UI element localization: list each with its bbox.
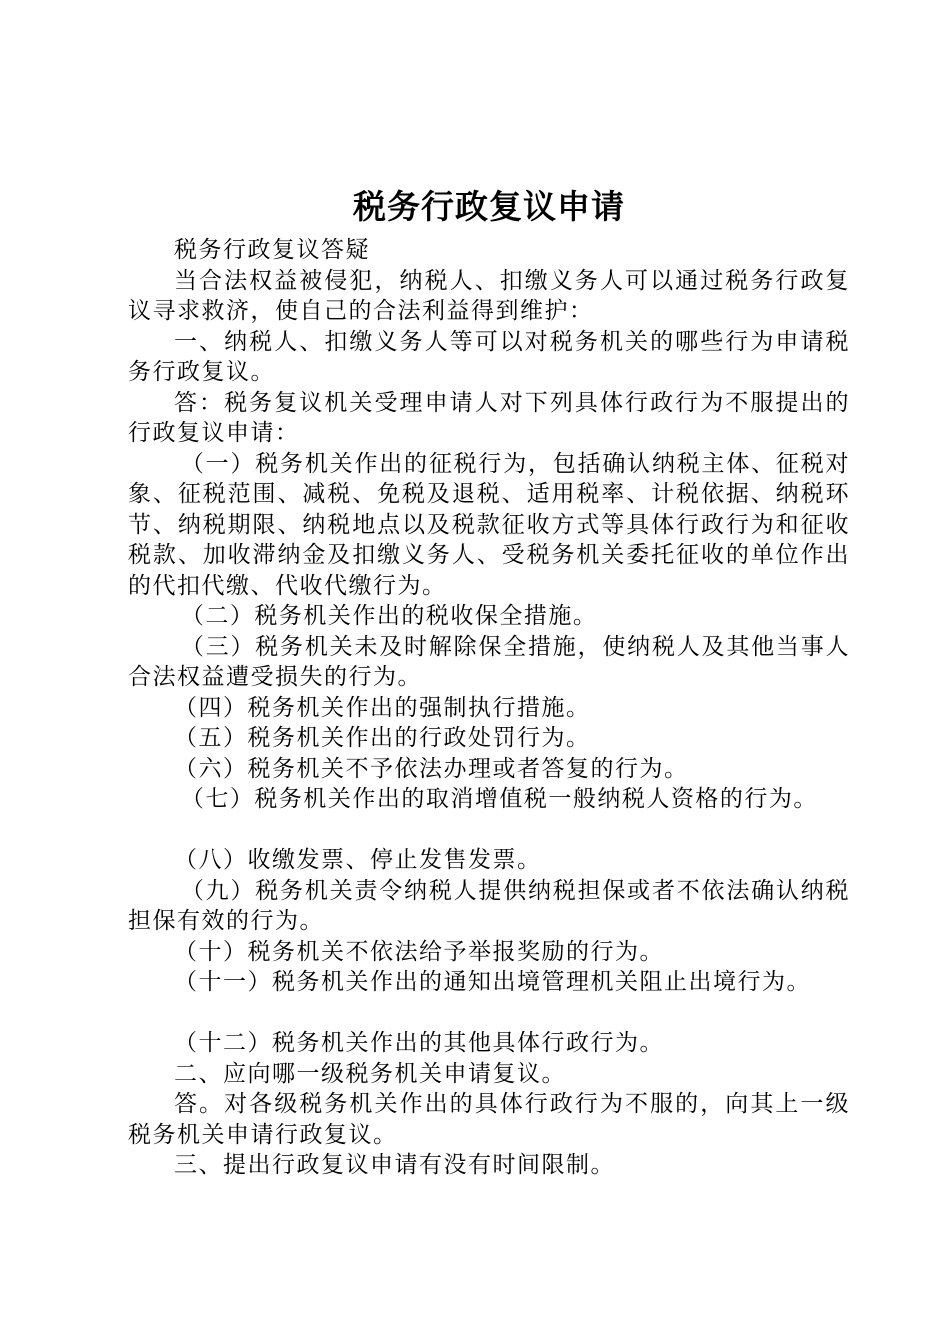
document-page [128,183,850,1181]
paragraph-item-1: （一）税务机关作出的征税行为，包括确认纳税主体、征税对象、征税范围、减税、免税及退税、适用税率、计税依据、纳税环节、纳税期限、纳税地点以及税款征收方式等具体行政行为和征收税款、加收滞纳金及扣缴义务人、受税务机关委托征收的单位作出的代扣代缴、代收代缴行为。 [128,450,850,599]
paragraph-intro: 当合法权益被侵犯，纳税人、扣缴义务人可以通过税务行政复议寻求救济，使自己的合法利益得到维护： [128,267,850,324]
blank-line [128,998,850,1029]
paragraph-item-5: （五）税务机关作出的行政处罚行为。 [174,725,591,751]
paragraph-item-7: （七）税务机关作出的取消增值税一般纳税人资格的行为。 [180,786,818,812]
paragraph-item-9: （九）税务机关责令纳税人提供纳税担保或者不依法确认纳税担保有效的行为。 [128,877,850,934]
paragraph-item-8: （八）收缴发票、停止发售发票。 [174,847,542,873]
blank-line [128,815,850,846]
paragraph-question-1: 一、纳税人、扣缴义务人等可以对税务机关的哪些行为申请税务行政复议。 [128,328,850,385]
paragraph-item-2: （二）税务机关作出的税收保全措施。 [180,603,598,629]
paragraph-item-4: （四）税务机关作出的强制执行措施。 [174,694,591,721]
paragraph-item-10: （十）税务机关不依法给予举报奖励的行为。 [174,938,664,965]
paragraph-answer-2: 答。对各级税务机关作出的具体行政行为不服的，向其上一级税务机关申请行政复议。 [128,1091,850,1148]
paragraph-item-11: （十一）税务机关作出的通知出境管理机关阻止出境行为。 [174,969,811,995]
paragraph-answer-1: 答：税务复议机关受理申请人对下列具体行政行为不服提出的行政复议申请： [128,389,850,446]
paragraph-subtitle: 税务行政复议答疑 [174,237,370,263]
paragraph-question-3: 三、提出行政复议申请有没有时间限制。 [174,1152,615,1178]
paragraph-item-12: （十二）税务机关作出的其他具体行政行为。 [174,1030,664,1056]
document-title: 税务行政复议申请 [353,187,625,226]
paragraph-question-2: 二、应向哪一级税务机关申请复议。 [174,1060,566,1087]
paragraph-item-6: （六）税务机关不予依法办理或者答复的行为。 [174,755,689,782]
paragraph-item-3: （三）税务机关未及时解除保全措施，使纳税人及其他当事人合法权益遭受损失的行为。 [128,633,850,690]
